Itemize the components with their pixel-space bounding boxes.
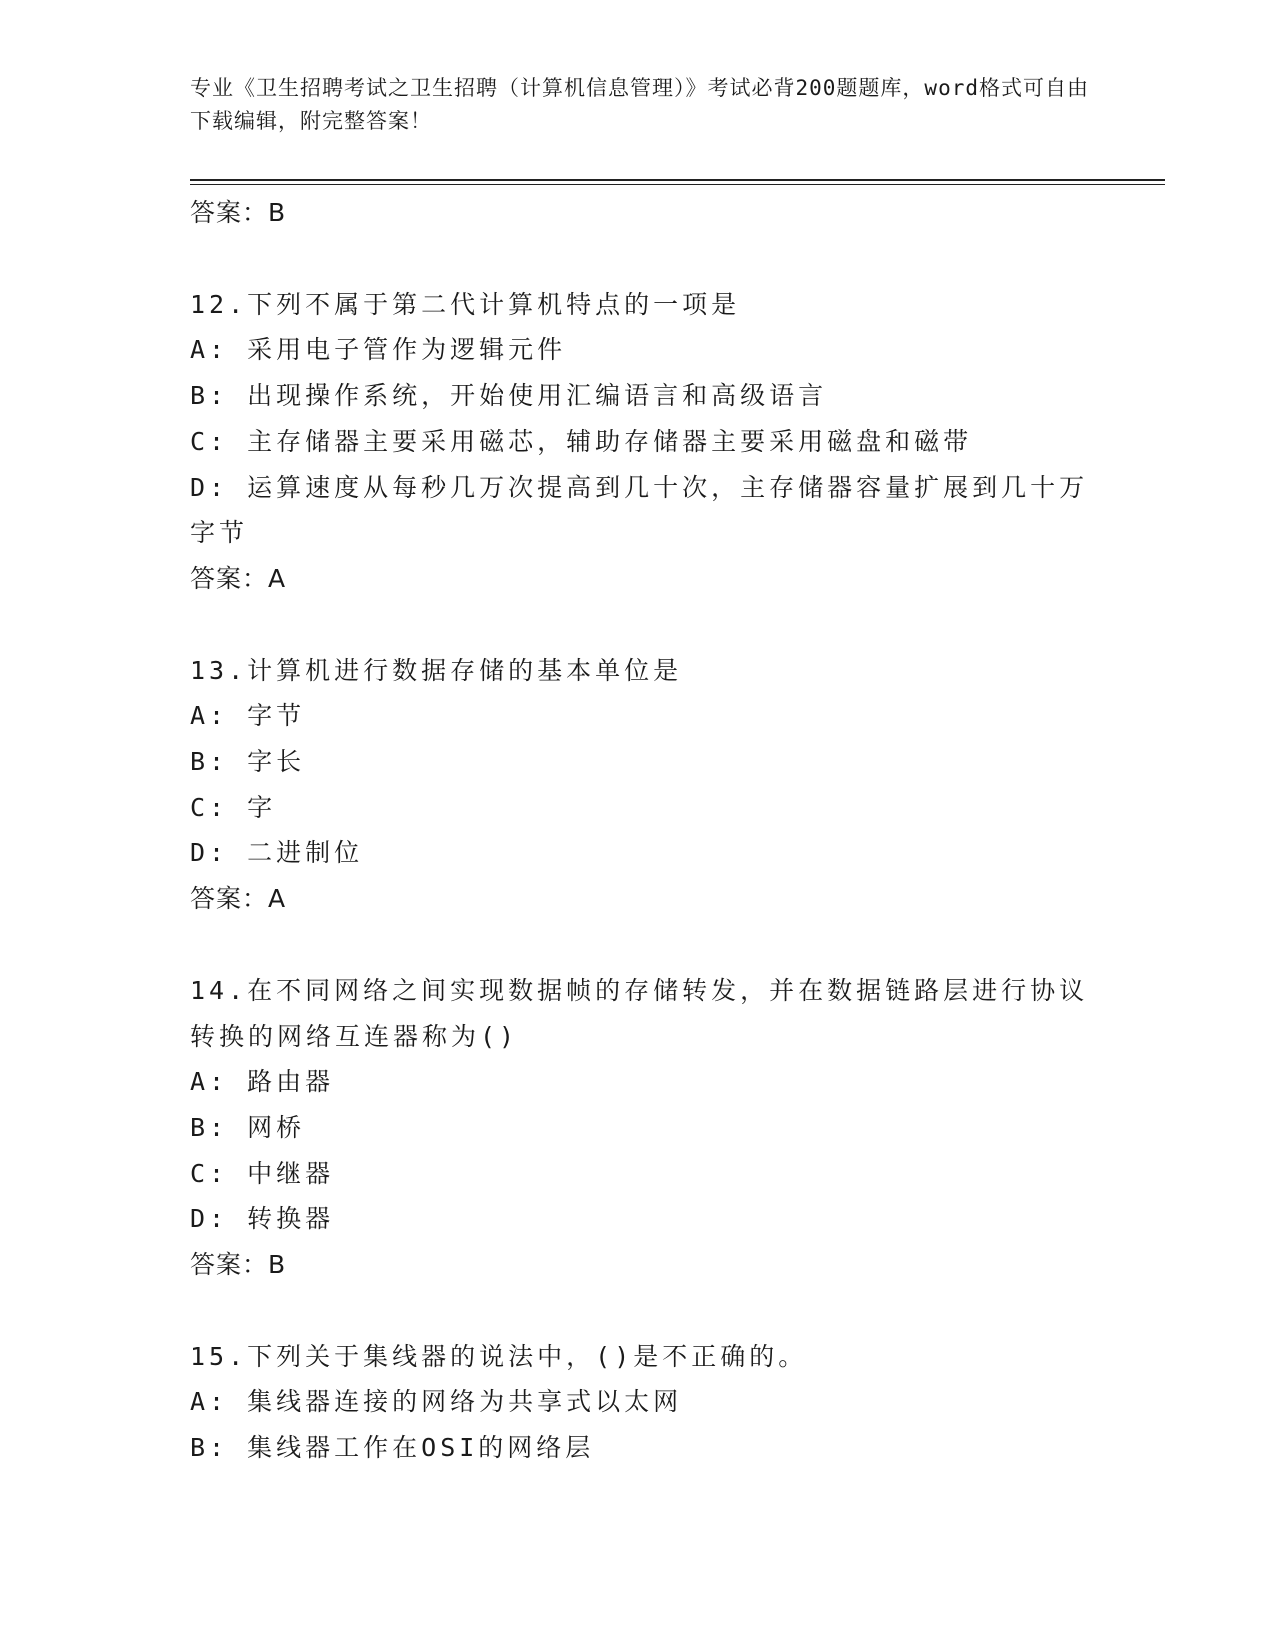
spacer [190, 1288, 1090, 1334]
question-stem: 13.计算机进行数据存储的基本单位是 [190, 655, 683, 685]
answer: 答案：B [190, 1250, 287, 1280]
question-15 [190, 1334, 1090, 1471]
spacer [190, 236, 1090, 282]
answer: 答案：A [190, 884, 287, 914]
question-stem: 12.下列不属于第二代计算机特点的一项是 [190, 289, 741, 319]
previous-answer: 答案：B [190, 198, 287, 227]
option-c: C: 字 [190, 792, 277, 822]
spacer [190, 602, 1090, 648]
question-14 [190, 968, 1090, 1288]
option-d: D: 转换器 [190, 1204, 335, 1234]
option-d: D: 二进制位 [190, 838, 364, 868]
option-b: B: 集线器工作在OSI的网络层 [190, 1433, 595, 1463]
option-b: B: 网桥 [190, 1112, 306, 1142]
option-a: A: 路由器 [190, 1067, 335, 1097]
spacer [190, 922, 1090, 968]
option-c: C: 主存储器主要采用磁芯，辅助存储器主要采用磁盘和磁带 [190, 426, 973, 456]
page-header: 专业《卫生招聘考试之卫生招聘（计算机信息管理）》考试必背200题题库，word格式可自由下载编辑，附完整答案！ [190, 76, 1089, 133]
question-list [190, 190, 1090, 1471]
option-a: A: 集线器连接的网络为共享式以太网 [190, 1387, 683, 1417]
question-13 [190, 648, 1090, 922]
question-12 [190, 282, 1090, 602]
option-c: C: 中继器 [190, 1158, 335, 1188]
option-d: D: 运算速度从每秒几万次提高到几十次，主存储器容量扩展到几十万字节 [190, 472, 1089, 548]
header-divider [190, 179, 1165, 181]
option-a: A: 字节 [190, 701, 306, 731]
option-b: B: 出现操作系统，开始使用汇编语言和高级语言 [190, 381, 828, 411]
question-stem: 14.在不同网络之间实现数据帧的存储转发，并在数据链路层进行协议转换的网络互连器称为() [190, 975, 1089, 1051]
answer: 答案：A [190, 563, 287, 593]
question-stem: 15.下列关于集线器的说法中，()是不正确的。 [190, 1341, 808, 1371]
option-b: B: 字长 [190, 747, 306, 777]
option-a: A: 采用电子管作为逻辑元件 [190, 335, 567, 365]
